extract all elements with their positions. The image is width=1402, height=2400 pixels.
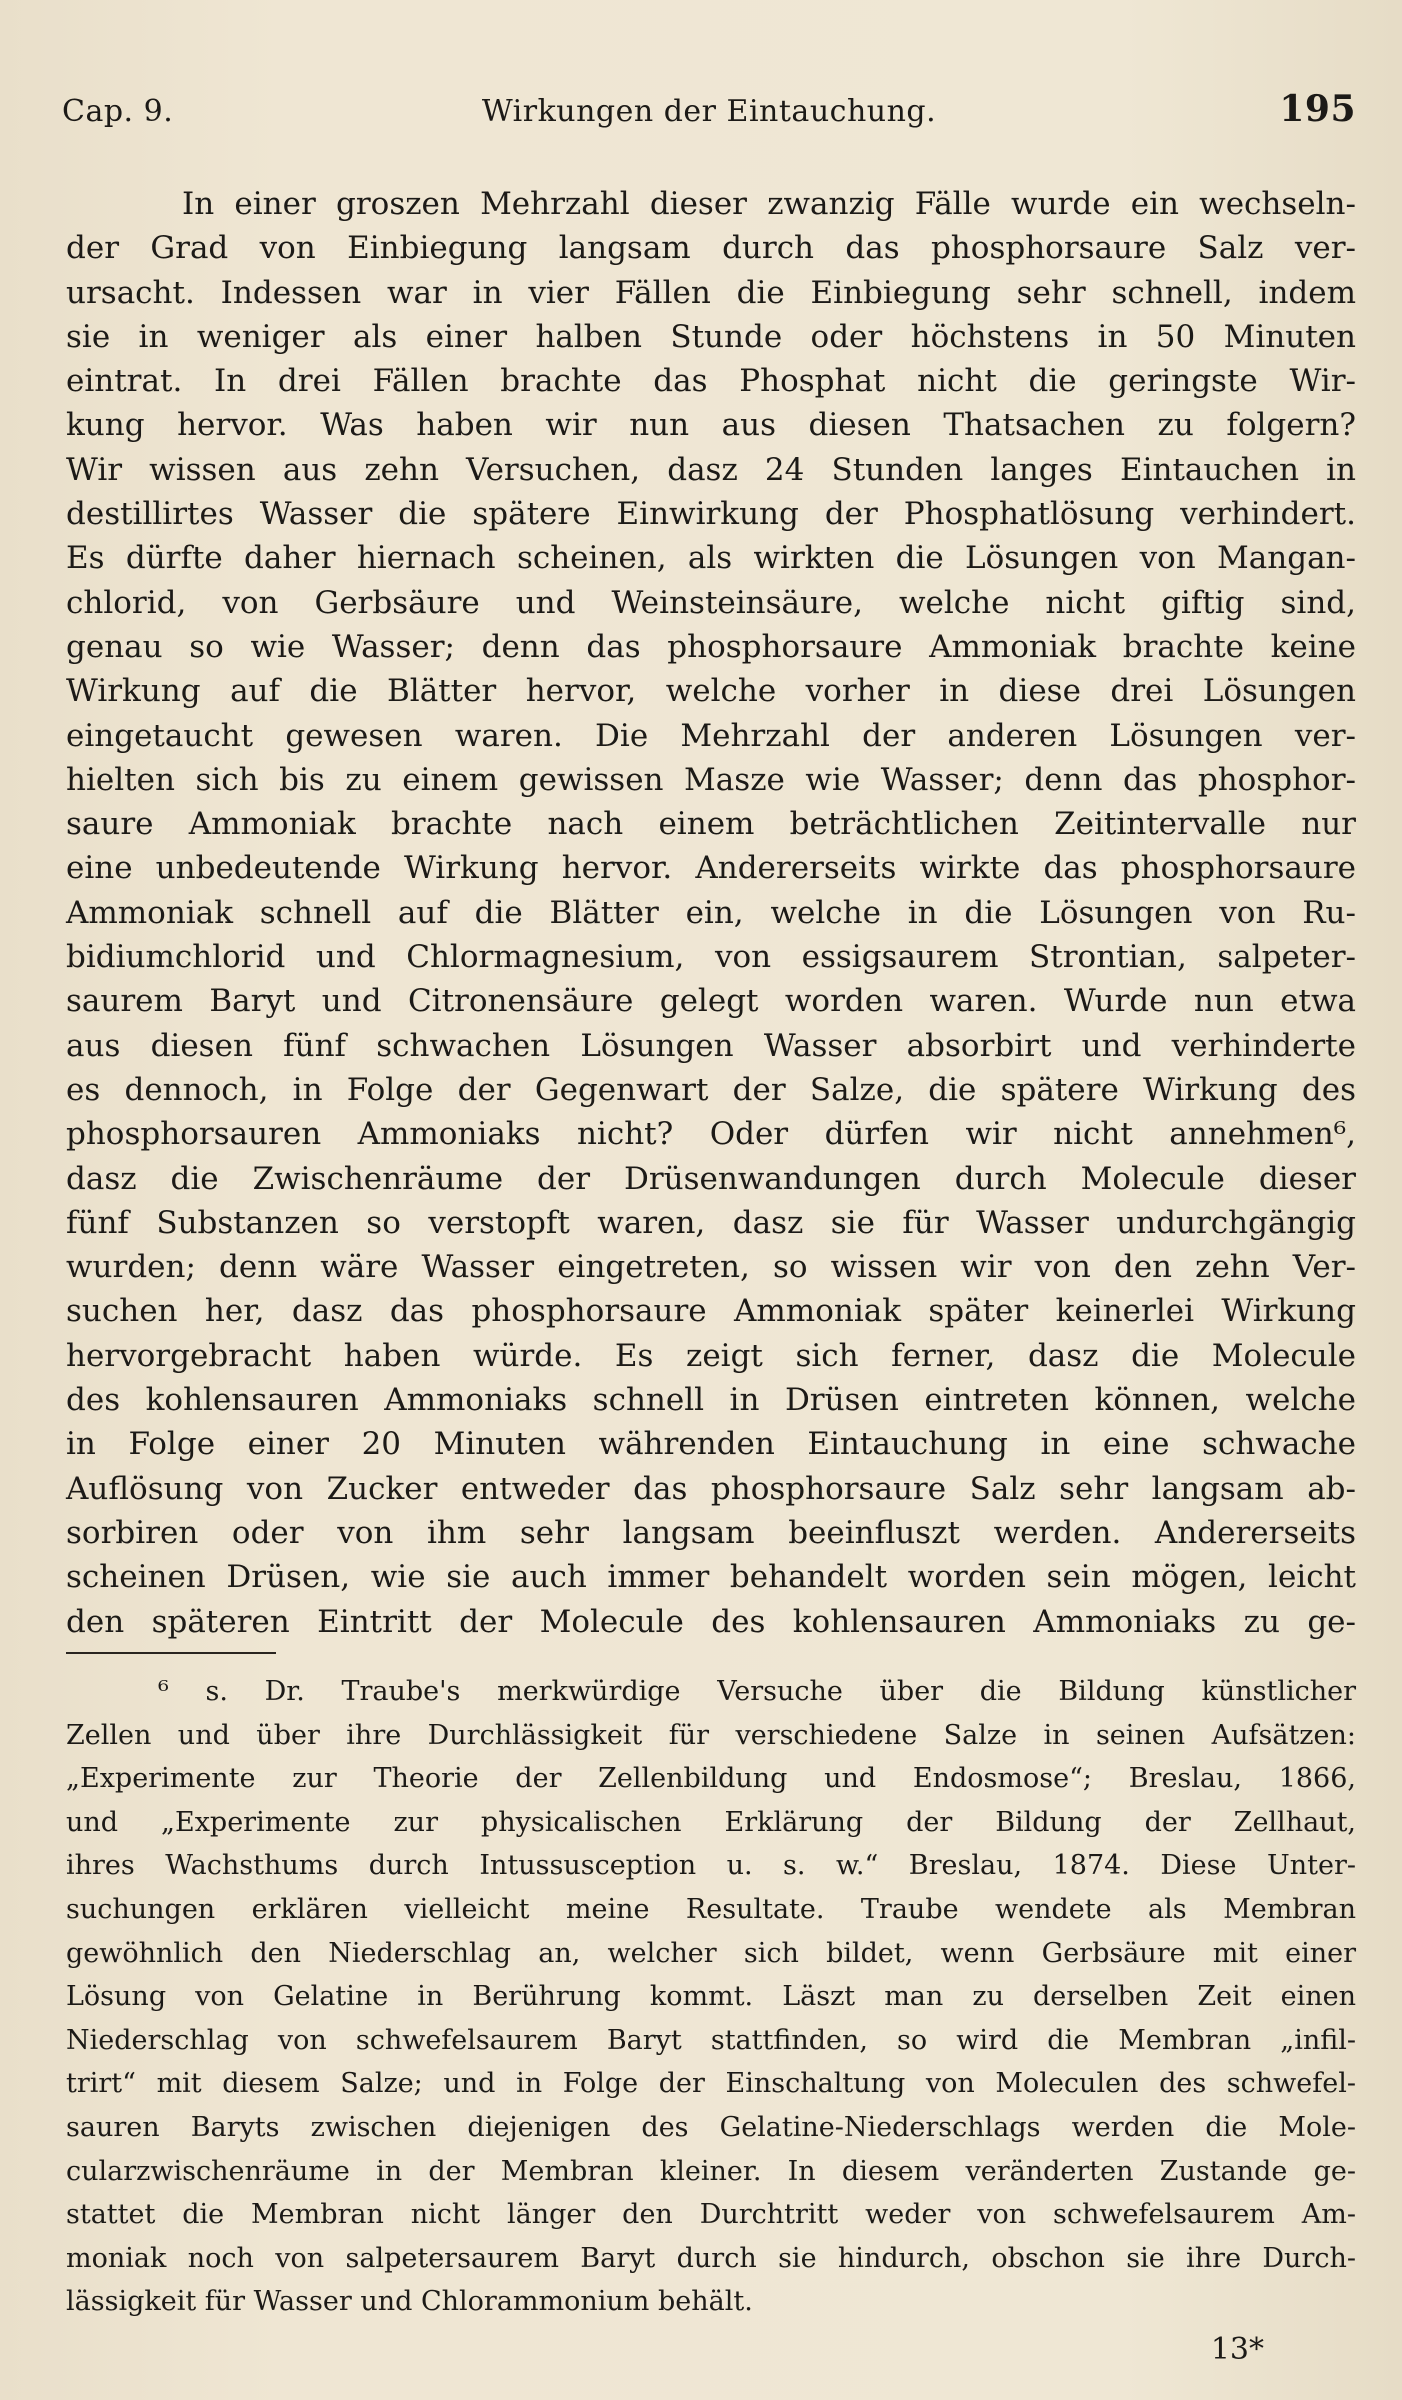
text-line: ursacht. Indessen war in vier Fällen die Einbiegung sehr schnell, indem [66,274,1356,311]
text-line: In einer groszen Mehrzahl dieser zwanzig Fälle wurde ein wechseln- [182,186,1356,222]
text-line: saure Ammoniak brachte nach einem beträchtlichen Zeitintervalle nur [66,806,1356,843]
text-line: Auflösung von Zucker entweder das phosphorsaure Salz sehr langsam ab- [66,1470,1356,1507]
footnote-line: „Experimente zur Theorie der Zellenbildung und Endosmose“; Breslau, 1866, [66,1763,1356,1795]
running-header [62,88,1356,138]
footnote-line: trirt“ mit diesem Salze; und in Folge der Einschaltung von Moleculen des schwefel- [66,2068,1356,2100]
text-line: saurem Baryt und Citronensäure gelegt worden waren. Wurde nun etwa [66,983,1356,1020]
text-line: sie in weniger als einer halben Stunde oder höchstens in 50 Minuten [66,318,1356,355]
footnote-line: ⁶ s. Dr. Traube's merkwürdige Versuche über die Bildung künstlicher [158,1676,1356,1707]
running-title: Wirkungen der Eintauchung. [481,94,937,129]
text-line: suchen her, dasz das phosphorsaure Ammoniak später keinerlei Wirkung [66,1293,1356,1330]
text-line: es dennoch, in Folge der Gegenwart der Salze, die spätere Wirkung des [66,1071,1356,1108]
footnote-line: gewöhnlich den Niederschlag an, welcher sich bildet, wenn Gerbsäure mit einer [66,1937,1356,1969]
text-line: scheinen Drüsen, wie sie auch immer behandelt worden sein mögen, leicht [66,1559,1356,1596]
text-line: bidiumchlorid und Chlormagnesium, von essigsaurem Strontian, salpeter- [66,939,1356,976]
text-line: hervorgebracht haben würde. Es zeigt sich ferner, dasz die Molecule [66,1337,1356,1374]
footnote-divider [66,1652,276,1654]
footnote-line: und „Experimente zur physicalischen Erklärung der Bildung der Zellhaut, [66,1806,1356,1838]
text-line: Wir wissen aus zehn Versuchen, dasz 24 Stunden langes Eintauchen in [66,451,1356,488]
footnote-line: Lösung von Gelatine in Berührung kommt. Läszt man zu derselben Zeit einen [66,1981,1356,2013]
text-line: chlorid, von Gerbsäure und Weinsteinsäure, welche nicht giftig sind, [66,584,1356,621]
text-line: hielten sich bis zu einem gewissen Masze wie Wasser; denn das phosphor- [66,761,1356,798]
text-line: des kohlensauren Ammoniaks schnell in Drüsen eintreten können, welche [66,1382,1356,1419]
footnote-line: stattet die Membran nicht länger den Durchtritt weder von schwefelsaurem Am- [66,2199,1356,2231]
page-number: 195 [1279,88,1356,130]
text-line: Ammoniak schnell auf die Blätter ein, welche in die Lösungen von Ru- [66,894,1356,931]
main-paragraph [66,182,1356,1644]
chapter-label: Cap. 9. [62,94,174,129]
text-line: eine unbedeutende Wirkung hervor. Andererseits wirkte das phosphorsaure [66,850,1356,887]
text-line: destillirtes Wasser die spätere Einwirkung der Phosphatlösung verhindert. [66,496,1356,533]
footnote-line: suchungen erklären vielleicht meine Resultate. Traube wendete als Membran [66,1893,1356,1925]
footnote [66,1670,1356,2324]
text-line: Wirkung auf die Blätter hervor, welche vorher in diese drei Lösungen [66,673,1356,710]
footnote-line: Zellen und über ihre Durchlässigkeit für verschiedene Salze in seinen Aufsätzen: [66,1719,1356,1751]
text-line: eintrat. In drei Fällen brachte das Phosphat nicht die geringste Wir- [66,363,1356,400]
footnote-line: Niederschlag von schwefelsaurem Baryt stattfinden, so wird die Membran „infil- [66,2024,1356,2056]
footnote-line: lässigkeit für Wasser und Chlorammonium behält. [66,2286,753,2318]
text-line: Es dürfte daher hiernach scheinen, als wirkten die Lösungen von Mangan- [66,540,1356,577]
footnote-line: sauren Baryts zwischen diejenigen des Gelatine-Niederschlags werden die Mole- [66,2111,1356,2143]
text-line: dasz die Zwischenräume der Drüsenwandungen durch Molecule dieser [66,1160,1356,1197]
text-line: in Folge einer 20 Minuten währenden Eintauchung in eine schwache [66,1426,1356,1463]
signature-mark: 13* [1210,2332,1264,2367]
footnote-line: moniak noch von salpetersaurem Baryt durch sie hindurch, obschon sie ihre Durch- [66,2242,1356,2274]
text-line: eingetaucht gewesen waren. Die Mehrzahl der anderen Lösungen ver- [66,717,1356,754]
text-line: kung hervor. Was haben wir nun aus diesen Thatsachen zu folgern? [66,407,1356,444]
text-line: fünf Substanzen so verstopft waren, dasz sie für Wasser undurchgängig [66,1204,1356,1241]
text-line: phosphorsauren Ammoniaks nicht? Oder dürfen wir nicht annehmen⁶, [66,1116,1356,1153]
text-line: den späteren Eintritt der Molecule des kohlensauren Ammoniaks zu ge- [66,1603,1356,1640]
text-line: aus diesen fünf schwachen Lösungen Wasser absorbirt und verhinderte [66,1027,1356,1064]
footnote-line: ihres Wachsthums durch Intussusception u. s. w.“ Breslau, 1874. Diese Unter- [66,1850,1356,1882]
text-line: sorbiren oder von ihm sehr langsam beeinfluszt werden. Andererseits [66,1514,1356,1551]
text-line: der Grad von Einbiegung langsam durch das phosphorsaure Salz ver- [66,230,1356,267]
footnote-line: cularzwischenräume in der Membran kleiner. In diesem veränderten Zustande ge- [66,2155,1356,2187]
text-line: wurden; denn wäre Wasser eingetreten, so wissen wir von den zehn Ver- [66,1249,1356,1286]
text-line: genau so wie Wasser; denn das phosphorsaure Ammoniak brachte keine [66,628,1356,665]
